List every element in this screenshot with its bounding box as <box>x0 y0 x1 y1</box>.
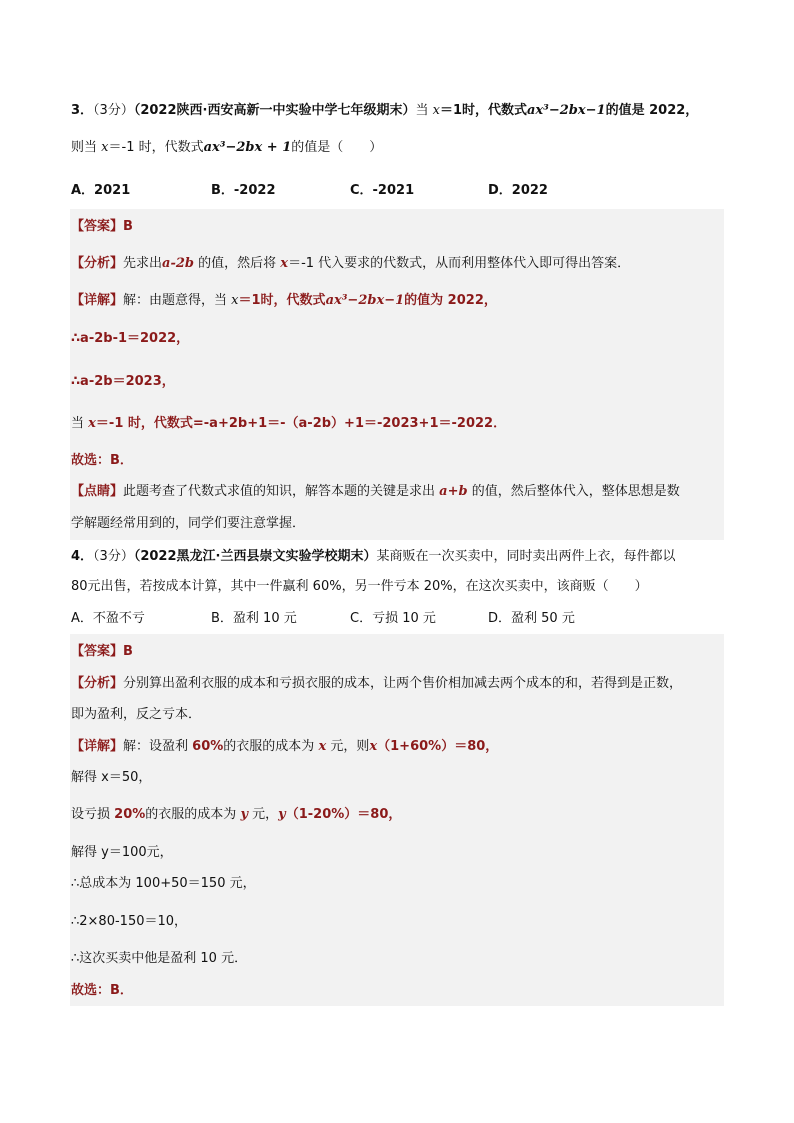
q4-option-a: A．不盈不亏 <box>71 611 145 626</box>
q4-step2 <box>71 806 723 824</box>
detail-text: 解：设盈利 <box>123 739 189 754</box>
comment-text: 的值，然后整体代入，整体思想是数 <box>471 484 680 499</box>
step-value: 20% <box>114 807 146 822</box>
q3-expression: ax³−2bx−1 <box>527 103 606 118</box>
q3-option-a: A．2021 <box>71 183 131 198</box>
q3-choose: 故选：B． <box>71 453 133 468</box>
q4-option-d: D．盈利 50 元 <box>488 611 575 626</box>
q3-source: （2022陕西·西安高新一中实验中学七年级期末） <box>133 103 416 118</box>
q4-option-c: C．亏损 10 元 <box>350 611 436 626</box>
q3-stem-text: 的值是 2022， <box>605 103 699 118</box>
q4-answer <box>71 643 723 661</box>
analysis-var: x <box>280 256 289 271</box>
detail-text: 的值为 2022， <box>404 293 497 308</box>
q3-comment <box>71 483 723 501</box>
q3-score: （3分） <box>93 103 134 118</box>
q4-score: （3分） <box>93 549 134 564</box>
detail-text: 解：由题意得，当 <box>123 293 228 308</box>
detail-tag: 【详解】 <box>71 739 124 754</box>
q3-comment-line2: 学解题经常用到的，同学们要注意掌握． <box>71 516 306 531</box>
q4-choose: 故选：B． <box>71 983 133 998</box>
step-text: 设亏损 <box>71 807 111 822</box>
analysis-tag: 【分析】 <box>71 676 124 691</box>
q4-stem-line2: 80元出售，若按成本计算，其中一件赢利 60%，另一件亏本 20%，在这次买卖中，该商贩（ ） <box>71 579 648 594</box>
answer-tag: 【答案】 <box>71 644 124 659</box>
q4-detail <box>71 738 723 756</box>
q3-option-b: B．-2022 <box>211 183 276 198</box>
q3-answer <box>71 218 723 236</box>
step-text: ＝-1 时，代数式=-a+2b+1＝-（a-2b）+1＝-2023+1＝-2022． <box>95 416 507 431</box>
comment-text: 此题考查了代数式求值的知识，解答本题的关键是求出 <box>123 484 436 499</box>
analysis-text: 先求出 <box>123 256 163 271</box>
answer-tag: 【答案】 <box>71 219 124 234</box>
detail-value: 60% <box>192 739 224 754</box>
q3-stem-text: 当 <box>415 103 429 118</box>
q4-step5: ∴2×80-150＝10， <box>71 914 188 929</box>
step-equation: （1-20%）＝80， <box>285 807 402 822</box>
q3-stem-line2 <box>71 139 723 157</box>
detail-tag: 【详解】 <box>71 293 124 308</box>
q3-stem-text: 的值是（ ） <box>291 140 383 155</box>
analysis-text: 的值，然后将 <box>198 256 277 271</box>
q4-stem-line1 <box>71 548 723 566</box>
step-text: 当 <box>71 416 85 431</box>
step-text: 的衣服的成本为 <box>145 807 237 822</box>
detail-var: x <box>318 739 327 754</box>
q3-analysis <box>71 255 723 273</box>
q4-stem-text: 某商贩在一次买卖中，同时卖出两件上衣，每件都以 <box>376 549 676 564</box>
q3-expression: ax³−2bx + 1 <box>203 140 292 155</box>
q4-step3: 解得 y＝100元， <box>71 845 173 860</box>
q3-option-c: C．-2021 <box>350 183 415 198</box>
q3-option-d: D．2022 <box>488 183 548 198</box>
q4-option-b: B．盈利 10 元 <box>211 611 297 626</box>
q4-step6: ∴这次买卖中他是盈利 10 元． <box>71 951 248 966</box>
detail-var: x <box>231 293 239 308</box>
q3-step2: ∴a-2b＝2023， <box>71 374 175 389</box>
step-var: y <box>278 807 286 822</box>
detail-var: x <box>369 739 378 754</box>
detail-equation: （1+60%）＝80， <box>377 739 499 754</box>
analysis-tag: 【分析】 <box>71 256 124 271</box>
step-text: 元， <box>252 807 279 822</box>
q4-step4: ∴总成本为 100+50＝150 元， <box>71 876 256 891</box>
q3-stem-text: ＝-1 时，代数式 <box>108 140 204 155</box>
detail-text: 的衣服的成本为 <box>223 739 315 754</box>
detail-text: 元，则 <box>330 739 370 754</box>
q3-stem-text: 则当 <box>71 140 98 155</box>
q3-step3 <box>71 415 723 433</box>
q4-analysis-line2: 即为盈利，反之亏本． <box>71 707 202 722</box>
answer-value: B <box>123 219 133 234</box>
detail-text: ＝1时，代数式 <box>238 293 326 308</box>
q3-number: 3． <box>71 103 94 118</box>
q3-var-x: x <box>101 140 109 155</box>
q3-stem-line1 <box>71 102 723 120</box>
q3-stem-text: ＝1时，代数式 <box>439 103 527 118</box>
analysis-var: a-2b <box>162 256 194 271</box>
analysis-text: ＝-1 代入要求的代数式，从而利用整体代入即可得出答案． <box>288 256 631 271</box>
detail-expression: ax³−2bx−1 <box>325 293 405 308</box>
q4-analysis <box>71 675 723 693</box>
comment-var: a+b <box>439 484 468 499</box>
q3-var-x: x <box>432 103 440 118</box>
q3-step1: ∴a-2b-1＝2022， <box>71 331 190 346</box>
answer-value: B <box>123 644 133 659</box>
q4-source: （2022黑龙江·兰西县崇文实验学校期末） <box>133 549 377 564</box>
q4-number: 4． <box>71 549 94 564</box>
step-var: x <box>88 416 96 431</box>
comment-tag: 【点睛】 <box>71 484 124 499</box>
step-var: y <box>240 807 248 822</box>
q3-detail <box>71 292 723 310</box>
analysis-text: 分别算出盈利衣服的成本和亏损衣服的成本，让两个售价相加减去两个成本的和，若得到是正数， <box>123 676 683 691</box>
q4-step1: 解得 x＝50， <box>71 770 152 785</box>
